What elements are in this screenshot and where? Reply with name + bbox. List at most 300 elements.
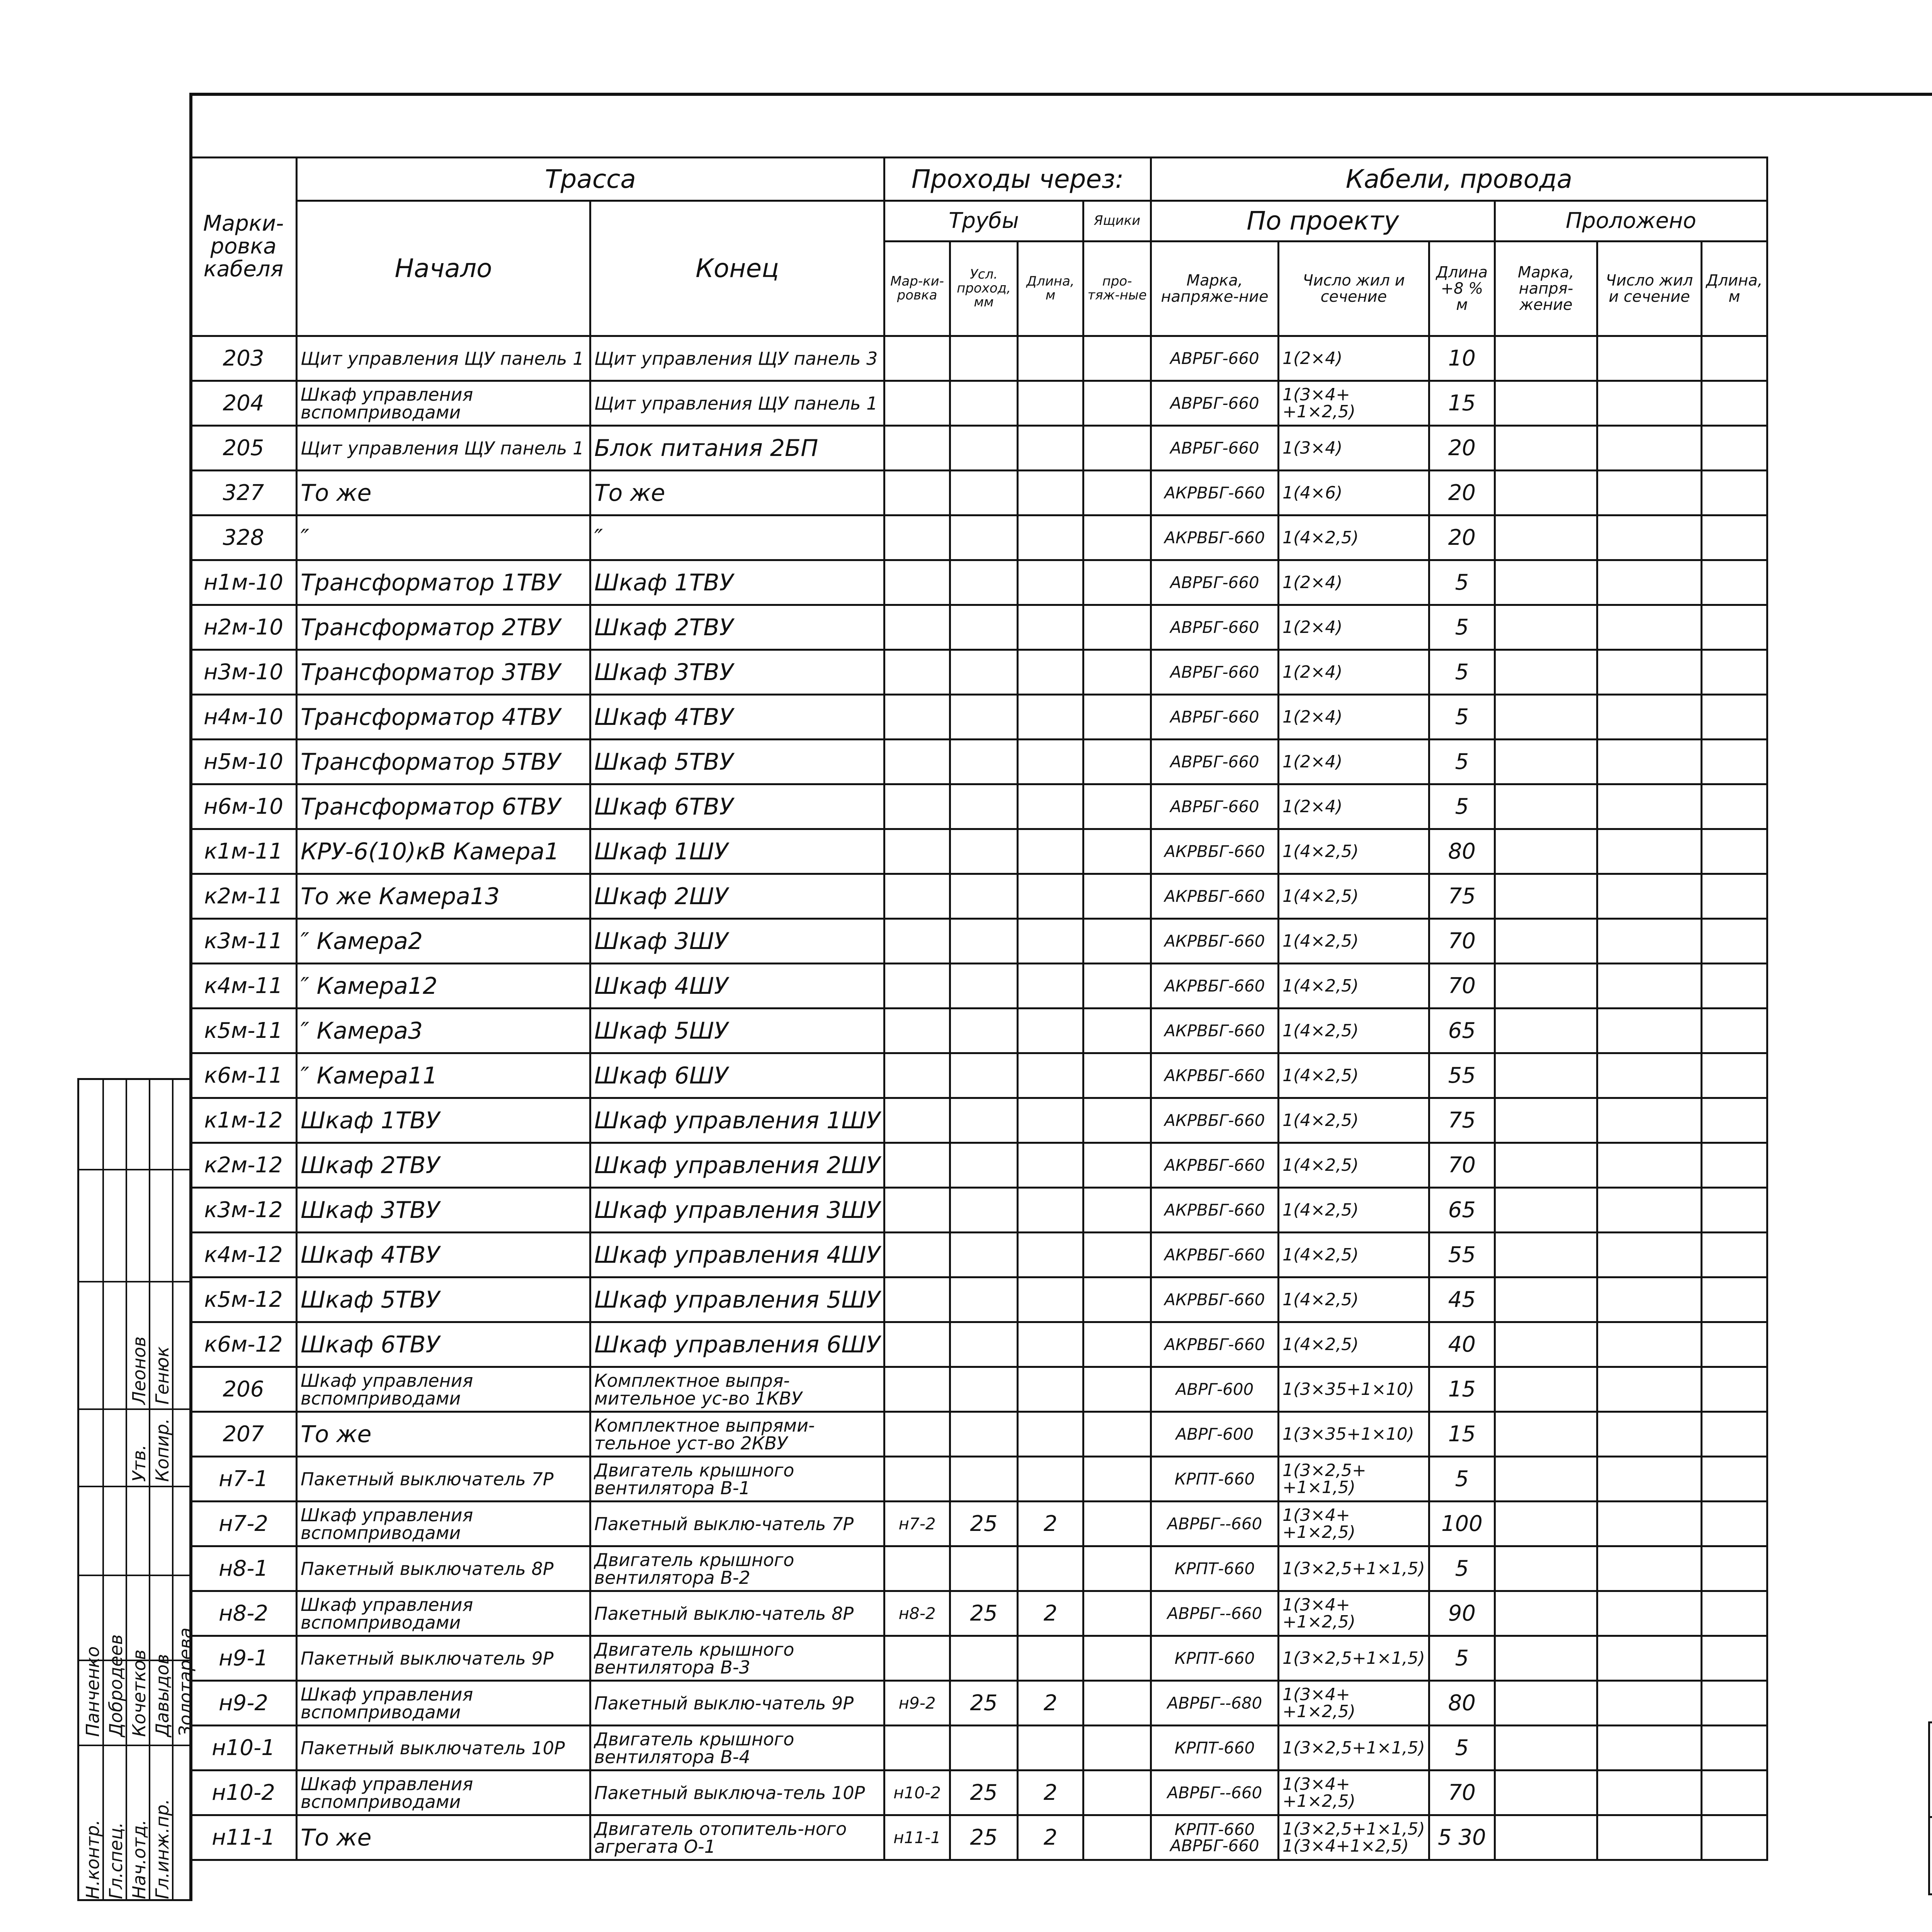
route-start: Пакетный выключатель 7Р — [297, 1457, 590, 1502]
table-row — [190, 1233, 1767, 1277]
laid-brand — [1495, 1143, 1597, 1188]
box-pull — [1083, 1053, 1151, 1098]
table-row — [190, 1277, 1767, 1322]
cable-brand: АКРВБГ-660 — [1151, 1143, 1279, 1188]
route-end: ″ — [590, 515, 884, 560]
cable-mark: 203 — [190, 336, 297, 381]
boxes-header: Ящики — [1083, 201, 1151, 242]
box-pull — [1083, 1367, 1151, 1412]
cable-cores: 1(3×4+ +1×2,5) — [1279, 1770, 1429, 1815]
laid-brand — [1495, 1009, 1597, 1053]
cable-brand: АКРВБГ-660 — [1151, 471, 1279, 515]
cable-mark: к5м-12 — [190, 1277, 297, 1322]
stamp-genyuk: Генюк — [152, 1346, 173, 1405]
pipe-length — [1018, 426, 1083, 471]
stamp-name-5: Золотарева — [175, 1628, 196, 1737]
box-pull — [1083, 1322, 1151, 1367]
laid-brand — [1495, 964, 1597, 1009]
cable-brand: АВРГ-600 — [1151, 1367, 1279, 1412]
pipe-mark — [884, 1367, 950, 1412]
box-pull — [1083, 1815, 1151, 1860]
cable-cores: 1(3×35+1×10) — [1279, 1367, 1429, 1412]
cable-brand: АКРВБГ-660 — [1151, 515, 1279, 560]
route-end: Шкаф 1ТВУ — [590, 560, 884, 605]
pipe-length — [1018, 650, 1083, 695]
pipe-pass — [950, 829, 1018, 874]
box-pull — [1083, 1546, 1151, 1591]
cable-length: 5 — [1429, 784, 1495, 829]
laid-cores — [1597, 695, 1701, 740]
route-start: Шкаф 6ТВУ — [297, 1322, 590, 1367]
laid-cores — [1597, 1053, 1701, 1098]
cable-length: 80 — [1429, 1681, 1495, 1726]
pipe-pass — [950, 1322, 1018, 1367]
cable-cores: 1(4×2,5) — [1279, 1053, 1429, 1098]
pipe-length: 2 — [1018, 1815, 1083, 1860]
pipe-pass — [950, 560, 1018, 605]
cable-cores: 1(3×2,5+1×1,5) — [1279, 1546, 1429, 1591]
box-pull — [1083, 1457, 1151, 1502]
box-pull — [1083, 1233, 1151, 1277]
cable-cores: 1(3×4+ +1×2,5) — [1279, 381, 1429, 426]
laid-cores — [1597, 1098, 1701, 1143]
cable-brand: АКРВБГ-660 — [1151, 1322, 1279, 1367]
cable-cores: 1(4×2,5) — [1279, 919, 1429, 964]
stamp-role-1: Н.контр. — [82, 1820, 103, 1899]
route-start: То же — [297, 1412, 590, 1457]
pipe-mark-header: Мар-ки-ровка — [884, 242, 950, 336]
cable-cores: 1(2×4) — [1279, 784, 1429, 829]
box-pull — [1083, 1681, 1151, 1726]
route-end: Щит управления ЩУ панель 1 — [590, 381, 884, 426]
pipe-pass — [950, 784, 1018, 829]
laid-cores — [1597, 1322, 1701, 1367]
pipe-mark — [884, 1457, 950, 1502]
cable-cores: 1(3×2,5+1×1,5) 1(3×4+1×2,5) — [1279, 1815, 1429, 1860]
cable-mark: н8-2 — [190, 1591, 297, 1636]
laid-length — [1701, 1546, 1767, 1591]
cable-mark: н9-1 — [190, 1636, 297, 1681]
pipe-pass — [950, 874, 1018, 919]
laid-cores — [1597, 829, 1701, 874]
cable-cores: 1(4×2,5) — [1279, 1009, 1429, 1053]
route-start: Шкаф управления вспомприводами — [297, 1502, 590, 1546]
laid-brand — [1495, 650, 1597, 695]
pipe-length: 2 — [1018, 1770, 1083, 1815]
cable-mark: к6м-11 — [190, 1053, 297, 1098]
cable-mark: 204 — [190, 381, 297, 426]
cable-cores: 1(2×4) — [1279, 740, 1429, 784]
cable-brand: АВРБГ-660 — [1151, 784, 1279, 829]
table-row — [190, 964, 1767, 1009]
laid-cores — [1597, 1143, 1701, 1188]
stamp-kopir: Копир. — [152, 1418, 173, 1482]
route-start: Трансформатор 4ТВУ — [297, 695, 590, 740]
laid-length — [1701, 1770, 1767, 1815]
route-start: Пакетный выключатель 9Р — [297, 1636, 590, 1681]
cable-mark: н2м-10 — [190, 605, 297, 650]
route-end: Комплектное выпря-мительное ус-во 1КВУ — [590, 1367, 884, 1412]
route-start: Шкаф 2ТВУ — [297, 1143, 590, 1188]
cable-cores: 1(4×2,5) — [1279, 1188, 1429, 1233]
cable-cores: 1(4×2,5) — [1279, 964, 1429, 1009]
route-end: Шкаф управления 3ШУ — [590, 1188, 884, 1233]
cable-brand: АКРВБГ-660 — [1151, 1009, 1279, 1053]
cable-length: 90 — [1429, 1591, 1495, 1636]
cable-cores: 1(3×2,5+ +1×1,5) — [1279, 1457, 1429, 1502]
route-end: Шкаф 1ШУ — [590, 829, 884, 874]
box-pull — [1083, 1770, 1151, 1815]
route-start: Шкаф 3ТВУ — [297, 1188, 590, 1233]
cable-length: 40 — [1429, 1322, 1495, 1367]
stamp-role-3: Нач.отд. — [129, 1820, 150, 1899]
route-start: ″ — [297, 515, 590, 560]
table-row — [190, 919, 1767, 964]
pipe-pass — [950, 426, 1018, 471]
pipe-pass — [950, 336, 1018, 381]
box-pull — [1083, 650, 1151, 695]
pipe-mark: н9-2 — [884, 1681, 950, 1726]
pipe-length — [1018, 1277, 1083, 1322]
laid-brand — [1495, 695, 1597, 740]
route-end: Шкаф 4ШУ — [590, 964, 884, 1009]
table-row — [190, 1770, 1767, 1815]
cable-brand: КРПТ-660 АВРБГ-660 — [1151, 1815, 1279, 1860]
pipe-length — [1018, 1098, 1083, 1143]
laid-brand — [1495, 336, 1597, 381]
pipe-length — [1018, 471, 1083, 515]
route-end: Комплектное выпрями-тельное уст-во 2КВУ — [590, 1412, 884, 1457]
laid-cores — [1597, 1502, 1701, 1546]
cable-length: 15 — [1429, 381, 1495, 426]
laid-brand — [1495, 874, 1597, 919]
pipe-mark — [884, 1726, 950, 1770]
laid-cores — [1597, 1233, 1701, 1277]
box-pull — [1083, 605, 1151, 650]
pipe-pass — [950, 471, 1018, 515]
cable-length: 55 — [1429, 1233, 1495, 1277]
cable-brand: АКРВБГ-660 — [1151, 964, 1279, 1009]
pipe-length — [1018, 695, 1083, 740]
cable-mark: н7-1 — [190, 1457, 297, 1502]
pipe-pass: 25 — [950, 1502, 1018, 1546]
route-end: Двигатель крышного вентилятора В-4 — [590, 1726, 884, 1770]
table-row — [190, 1681, 1767, 1726]
laid-brand — [1495, 740, 1597, 784]
cable-cores: 1(3×35+1×10) — [1279, 1412, 1429, 1457]
cable-length: 20 — [1429, 426, 1495, 471]
table-row — [190, 874, 1767, 919]
laid-brand-header: Марка, напря-жение — [1495, 242, 1597, 336]
cable-brand: АВРБГ--660 — [1151, 1591, 1279, 1636]
pipe-mark: н8-2 — [884, 1591, 950, 1636]
cable-brand: АКРВБГ-660 — [1151, 1233, 1279, 1277]
laid-brand — [1495, 605, 1597, 650]
pipe-length: 2 — [1018, 1591, 1083, 1636]
laid-brand — [1495, 1636, 1597, 1681]
laid-brand — [1495, 1233, 1597, 1277]
laid-length — [1701, 1681, 1767, 1726]
cable-cores: 1(4×2,5) — [1279, 1233, 1429, 1277]
pipe-pass — [950, 605, 1018, 650]
pipe-mark — [884, 740, 950, 784]
box-pull — [1083, 964, 1151, 1009]
cable-length: 20 — [1429, 471, 1495, 515]
laid-length — [1701, 426, 1767, 471]
cable-mark: к3м-12 — [190, 1188, 297, 1233]
box-pull — [1083, 919, 1151, 964]
cable-brand: АВРБГ-660 — [1151, 605, 1279, 650]
table-row — [190, 1009, 1767, 1053]
table-row — [190, 336, 1767, 381]
laid-length — [1701, 336, 1767, 381]
laid-length — [1701, 1726, 1767, 1770]
box-pull — [1083, 829, 1151, 874]
table-row — [190, 650, 1767, 695]
laid-length — [1701, 1233, 1767, 1277]
pipe-length-header: Длина, м — [1018, 242, 1083, 336]
cable-length: 70 — [1429, 964, 1495, 1009]
by-project-header: По проекту — [1151, 201, 1495, 242]
table-row — [190, 605, 1767, 650]
box-pull — [1083, 740, 1151, 784]
laid-cores — [1597, 1681, 1701, 1726]
cable-mark: к4м-11 — [190, 964, 297, 1009]
col-marking-header: Марки-ровка кабеля — [190, 158, 297, 336]
route-end: Щит управления ЩУ панель 3 — [590, 336, 884, 381]
laid-cores — [1597, 471, 1701, 515]
laid-cores — [1597, 1636, 1701, 1681]
table-row — [190, 1367, 1767, 1412]
pipe-mark — [884, 1009, 950, 1053]
route-end: Блок питания 2БП — [590, 426, 884, 471]
route-start: Шкаф управления вспомприводами — [297, 1681, 590, 1726]
pipe-pass — [950, 650, 1018, 695]
cable-brand: КРПТ-660 — [1151, 1726, 1279, 1770]
laid-brand — [1495, 1098, 1597, 1143]
pipe-mark — [884, 1277, 950, 1322]
route-start: Щит управления ЩУ панель 1 — [297, 336, 590, 381]
route-end: Двигатель крышного вентилятора В-1 — [590, 1457, 884, 1502]
laid-cores — [1597, 1770, 1701, 1815]
cable-mark: н4м-10 — [190, 695, 297, 740]
route-end: Пакетный выклю-чатель 8Р — [590, 1591, 884, 1636]
laid-brand — [1495, 1367, 1597, 1412]
box-pull — [1083, 471, 1151, 515]
cable-mark: 328 — [190, 515, 297, 560]
cable-mark: к2м-11 — [190, 874, 297, 919]
pipe-length — [1018, 1143, 1083, 1188]
pipe-pass — [950, 919, 1018, 964]
laid-cores — [1597, 1591, 1701, 1636]
pipe-mark: н11-1 — [884, 1815, 950, 1860]
pipe-pass — [950, 1367, 1018, 1412]
route-start: ″ Камера12 — [297, 964, 590, 1009]
pipe-mark — [884, 560, 950, 605]
box-pull — [1083, 1591, 1151, 1636]
end-header: Конец — [590, 201, 884, 336]
pipe-pass — [950, 381, 1018, 426]
cable-mark: н10-2 — [190, 1770, 297, 1815]
cable-mark: н7-2 — [190, 1502, 297, 1546]
cable-cores: 1(4×2,5) — [1279, 1277, 1429, 1322]
table-row — [190, 1502, 1767, 1546]
pipe-mark — [884, 515, 950, 560]
object-cell — [1928, 1816, 1932, 1895]
route-end: Шкаф 3ТВУ — [590, 650, 884, 695]
box-pull — [1083, 1009, 1151, 1053]
pipe-pass: 25 — [950, 1815, 1018, 1860]
cable-length: 100 — [1429, 1502, 1495, 1546]
pipe-length — [1018, 1009, 1083, 1053]
laid-cores — [1597, 740, 1701, 784]
pipe-pass — [950, 1636, 1018, 1681]
pipe-length — [1018, 874, 1083, 919]
cable-brand: АВРГ-600 — [1151, 1412, 1279, 1457]
cable-cores: 1(3×4) — [1279, 426, 1429, 471]
pipe-mark — [884, 1546, 950, 1591]
box-pull — [1083, 1188, 1151, 1233]
cable-length: 5 — [1429, 650, 1495, 695]
table-row — [190, 426, 1767, 471]
laid-length — [1701, 471, 1767, 515]
route-start: КРУ-6(10)кВ Камера1 — [297, 829, 590, 874]
laid-brand — [1495, 1412, 1597, 1457]
laid-length — [1701, 605, 1767, 650]
cable-length: 70 — [1429, 919, 1495, 964]
stamp-utv: Утв. — [129, 1444, 150, 1482]
cable-length: 20 — [1429, 515, 1495, 560]
laid-header: Проложено — [1495, 201, 1767, 242]
cores-header: Число жил и сечение — [1279, 242, 1429, 336]
cable-brand: АВРБГ-660 — [1151, 560, 1279, 605]
laid-length — [1701, 1322, 1767, 1367]
pipe-pass — [950, 1143, 1018, 1188]
cable-length: 55 — [1429, 1053, 1495, 1098]
box-pull — [1083, 336, 1151, 381]
laid-brand — [1495, 426, 1597, 471]
table-row — [190, 1053, 1767, 1098]
cable-cores: 1(2×4) — [1279, 605, 1429, 650]
cable-brand: КРПТ-660 — [1151, 1457, 1279, 1502]
laid-cores — [1597, 1815, 1701, 1860]
cable-mark: 206 — [190, 1367, 297, 1412]
laid-cores — [1597, 1188, 1701, 1233]
route-start: Шкаф управления вспомприводами — [297, 1591, 590, 1636]
cable-brand: АВРБГ--660 — [1151, 1770, 1279, 1815]
table-row — [190, 784, 1767, 829]
cable-cores: 1(4×6) — [1279, 471, 1429, 515]
cable-length: 5 — [1429, 605, 1495, 650]
cable-length: 5 — [1429, 1546, 1495, 1591]
laid-length — [1701, 964, 1767, 1009]
cable-brand: АКРВБГ-660 — [1151, 874, 1279, 919]
laid-cores — [1597, 605, 1701, 650]
laid-length — [1701, 560, 1767, 605]
cable-brand: АКРВБГ-660 — [1151, 1053, 1279, 1098]
route-start: Трансформатор 2ТВУ — [297, 605, 590, 650]
route-start: Шкаф 4ТВУ — [297, 1233, 590, 1277]
cable-length: 5 — [1429, 1726, 1495, 1770]
box-pull — [1083, 426, 1151, 471]
table-row — [190, 1412, 1767, 1457]
route-end: Шкаф 2ТВУ — [590, 605, 884, 650]
pipe-mark — [884, 605, 950, 650]
cable-brand: АКРВБГ-660 — [1151, 829, 1279, 874]
cable-brand: КРПТ-660 — [1151, 1546, 1279, 1591]
laid-brand — [1495, 1591, 1597, 1636]
table-row — [190, 740, 1767, 784]
length-header: Длина +8 % м — [1429, 242, 1495, 336]
pipe-mark — [884, 1143, 950, 1188]
laid-brand — [1495, 1770, 1597, 1815]
table-row — [190, 829, 1767, 874]
cable-brand: АВРБГ--660 — [1151, 1502, 1279, 1546]
pipe-length — [1018, 1726, 1083, 1770]
stamp-role-4: Гл.инж.пр. — [152, 1799, 173, 1899]
pipe-mark — [884, 784, 950, 829]
laid-cores — [1597, 784, 1701, 829]
cable-cores: 1(4×2,5) — [1279, 1322, 1429, 1367]
pipe-length — [1018, 1457, 1083, 1502]
cable-cores: 1(2×4) — [1279, 650, 1429, 695]
laid-length-header: Длина, м — [1701, 242, 1767, 336]
table-row — [190, 695, 1767, 740]
table-row — [190, 1815, 1767, 1860]
cable-mark: н10-1 — [190, 1726, 297, 1770]
route-start: ″ Камера3 — [297, 1009, 590, 1053]
pipe-length — [1018, 515, 1083, 560]
cable-brand: КРПТ-660 — [1151, 1636, 1279, 1681]
pipe-length — [1018, 1636, 1083, 1681]
route-start: Трансформатор 6ТВУ — [297, 784, 590, 829]
pipe-pass: 25 — [950, 1770, 1018, 1815]
cable-mark: к5м-11 — [190, 1009, 297, 1053]
laid-length — [1701, 919, 1767, 964]
pipe-pass — [950, 695, 1018, 740]
cable-length: 15 — [1429, 1412, 1495, 1457]
laid-length — [1701, 1053, 1767, 1098]
laid-length — [1701, 1457, 1767, 1502]
cable-cores: 1(3×4+ +1×2,5) — [1279, 1591, 1429, 1636]
cable-length: 75 — [1429, 874, 1495, 919]
pipe-mark — [884, 1188, 950, 1233]
cable-mark: к1м-12 — [190, 1098, 297, 1143]
table-row — [190, 1546, 1767, 1591]
laid-cores — [1597, 426, 1701, 471]
route-start: Шкаф управления вспомприводами — [297, 381, 590, 426]
pipe-mark — [884, 426, 950, 471]
laid-length — [1701, 1412, 1767, 1457]
laid-length — [1701, 695, 1767, 740]
laid-length — [1701, 1098, 1767, 1143]
laid-cores — [1597, 650, 1701, 695]
box-pull — [1083, 515, 1151, 560]
pipe-mark — [884, 1098, 950, 1143]
laid-cores — [1597, 1277, 1701, 1322]
cable-length: 75 — [1429, 1098, 1495, 1143]
route-end: Пакетный выключа-тель 10Р — [590, 1770, 884, 1815]
pipe-mark — [884, 1322, 950, 1367]
pipe-mark — [884, 1636, 950, 1681]
cable-cores: 1(3×2,5+1×1,5) — [1279, 1636, 1429, 1681]
route-end: Шкаф управления 1ШУ — [590, 1098, 884, 1143]
cable-mark: 207 — [190, 1412, 297, 1457]
cable-mark: н5м-10 — [190, 740, 297, 784]
route-end: Шкаф 6ТВУ — [590, 784, 884, 829]
route-end: Шкаф 2ШУ — [590, 874, 884, 919]
route-start: То же — [297, 471, 590, 515]
